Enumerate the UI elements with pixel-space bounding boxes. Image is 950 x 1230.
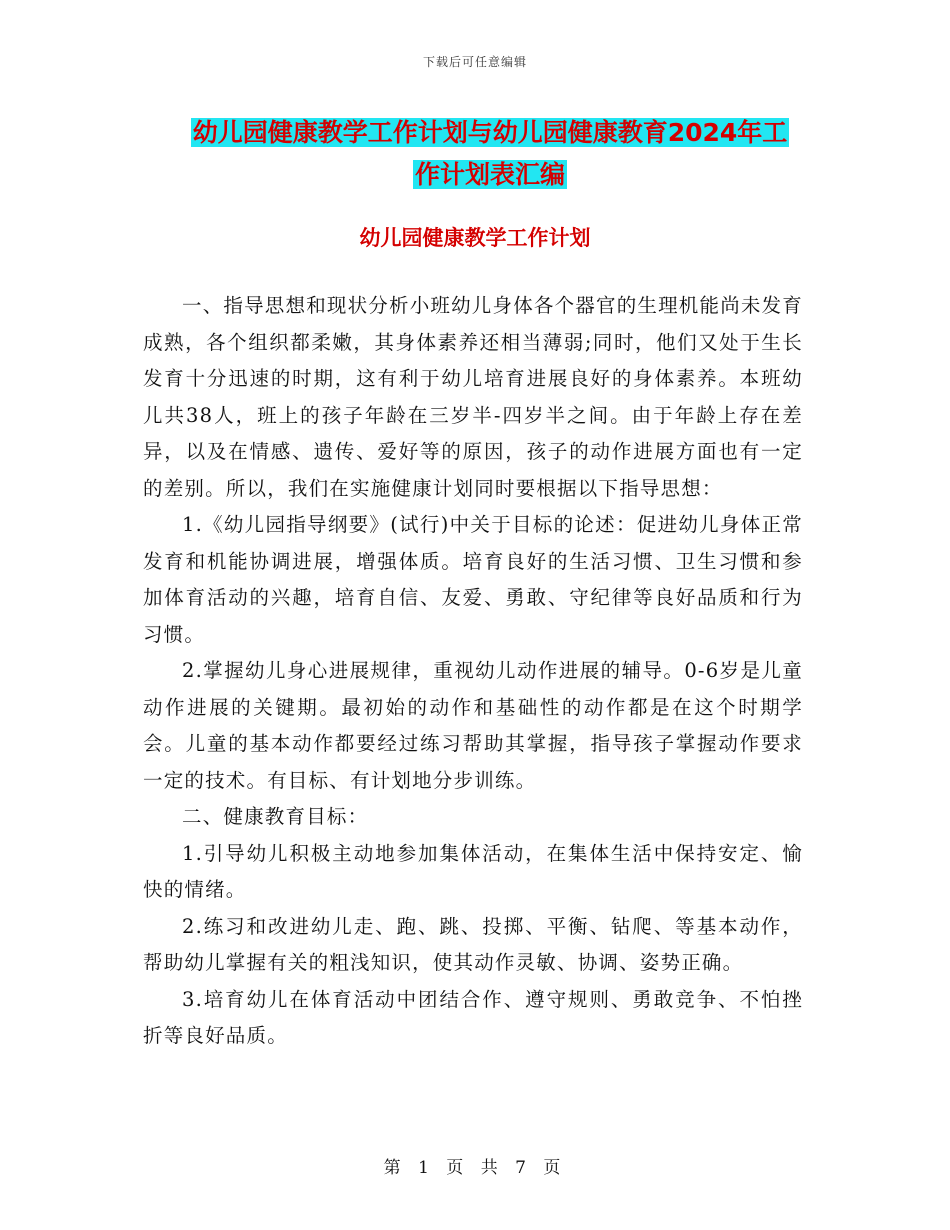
page-footer: 第 1 页 共 7 页 xyxy=(383,1158,567,1178)
title-line-1: 幼儿园健康教学工作计划与幼儿园健康教育2024年工 xyxy=(192,118,788,147)
paragraph: 二、健康教育目标： xyxy=(182,805,369,828)
header-note: 下载后可任意编辑 xyxy=(422,55,527,69)
paragraph: 1.引导幼儿积极主动地参加集体活动，在集体生活中保持安定、愉快的情绪。 xyxy=(143,841,803,901)
paragraph: 2.掌握幼儿身心进展规律，重视幼儿动作进展的辅导。0-6岁是儿童动作进展的关键期。最初始的动作和基础性的动作都是在这个时期学会。儿童的基本动作都要经过练习帮助其掌握，指导孩子掌握动作要求一定的技术。有目标、有计划地分步训练。 xyxy=(143,659,803,792)
paragraph: 2.练习和改进幼儿走、跑、跳、投掷、平衡、钻爬、等基本动作，帮助幼儿掌握有关的粗浅知识，使其动作灵敏、协调、姿势正确。 xyxy=(143,914,803,974)
paragraph: 1.《幼儿园指导纲要》(试行)中关于目标的论述：促进幼儿身体正常发育和机能协调进展，增强体质。培育良好的生活习惯、卫生习惯和参加体育活动的兴趣，培育自信、友爱、勇敢、守纪律等良好品质和行为习惯。 xyxy=(143,513,803,646)
paragraph: 一、指导思想和现状分析小班幼儿身体各个器官的生理机能尚未发育成熟，各个组织都柔嫩，其身体素养还相当薄弱;同时，他们又处于生长发育十分迅速的时期，这有利于幼儿培育进展良好的身体素养。本班幼儿共38人，班上的孩子年龄在三岁半-四岁半之间。由于年龄上存在差异，以及在情感、遗传、爱好等的原因，孩子的动作进展方面也有一定的差别。所以，我们在实施健康计划同时要根据以下指导思想： xyxy=(143,294,804,500)
document-title xyxy=(120,112,860,196)
section-title: 幼儿园健康教学工作计划 xyxy=(359,226,591,250)
body-text xyxy=(143,288,803,1055)
paragraph: 3.培育幼儿在体育活动中团结合作、遵守规则、勇敢竞争、不怕挫折等良好品质。 xyxy=(143,987,803,1047)
title-line-2: 作计划表汇编 xyxy=(414,160,565,189)
